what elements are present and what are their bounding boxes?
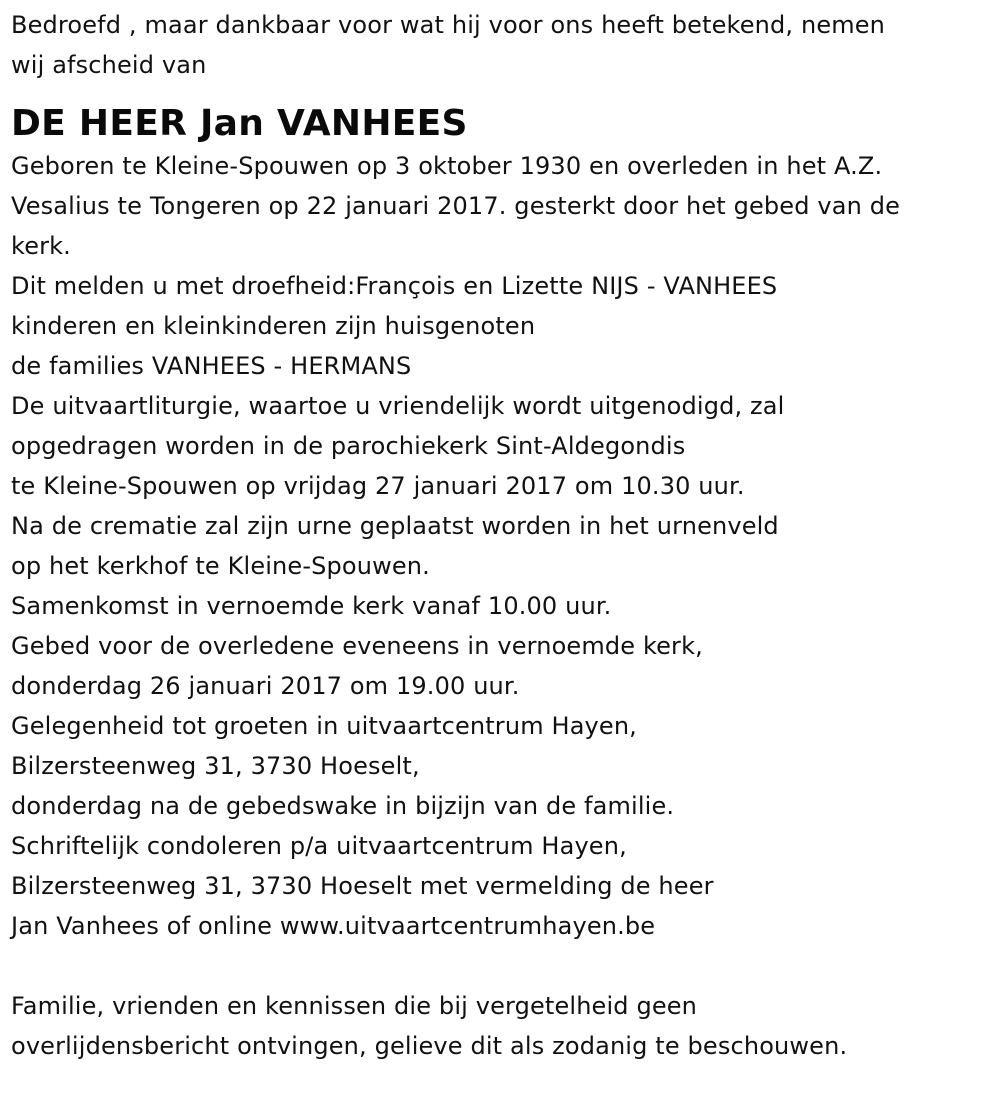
body-line: Geboren te Kleine-Spouwen op 3 oktober 1930 en overleden in het A.Z. [11,152,883,180]
body-line: Bilzersteenweg 31, 3730 Hoeselt, [11,752,420,780]
body-line: donderdag na de gebedswake in bijzijn van de familie. [11,792,675,820]
body-line: Samenkomst in vernoemde kerk vanaf 10.00 uur. [11,592,612,620]
body-line: Bilzersteenweg 31, 3730 Hoeselt met vermelding de heer [11,872,714,900]
deceased-name-heading: DE HEER Jan VANHEES [11,103,468,144]
body-line: te Kleine-Spouwen op vrijdag 27 januari 2017 om 10.30 uur. [11,472,745,500]
closing-line-1: Familie, vrienden en kennissen die bij vergetelheid geen [11,992,698,1020]
spacer [11,85,986,102]
body-line: Schriftelijk condoleren p/a uitvaartcentrum Hayen, [11,832,627,860]
body-line: kerk. [11,232,71,260]
obituary-notice [11,5,986,1066]
body-line: op het kerkhof te Kleine-Spouwen. [11,552,430,580]
body-line: Gebed voor de overledene eveneens in vernoemde kerk, [11,632,703,660]
body-line: Na de crematie zal zijn urne geplaatst worden in het urnenveld [11,512,779,540]
body-line: kinderen en kleinkinderen zijn huisgenoten [11,312,536,340]
spacer [11,946,986,986]
body-line: Gelegenheid tot groeten in uitvaartcentrum Hayen, [11,712,637,740]
intro-line-1: Bedroefd , maar dankbaar voor wat hij voor ons heeft betekend, nemen [11,11,886,39]
body-line: donderdag 26 januari 2017 om 19.00 uur. [11,672,520,700]
intro-line-2: wij afscheid van [11,51,207,79]
body-line: Dit melden u met droefheid:François en Lizette NIJS - VANHEES [11,272,778,300]
body-line: Vesalius te Tongeren op 22 januari 2017. gesterkt door het gebed van de [11,192,901,220]
body-line: opgedragen worden in de parochiekerk Sint-Aldegondis [11,432,686,460]
body-line: De uitvaartliturgie, waartoe u vriendelijk wordt uitgenodigd, zal [11,392,785,420]
body-line: Jan Vanhees of online www.uitvaartcentrumhayen.be [11,912,656,940]
body-line: de families VANHEES - HERMANS [11,352,412,380]
closing-line-2: overlijdensbericht ontvingen, gelieve dit als zodanig te beschouwen. [11,1032,848,1060]
